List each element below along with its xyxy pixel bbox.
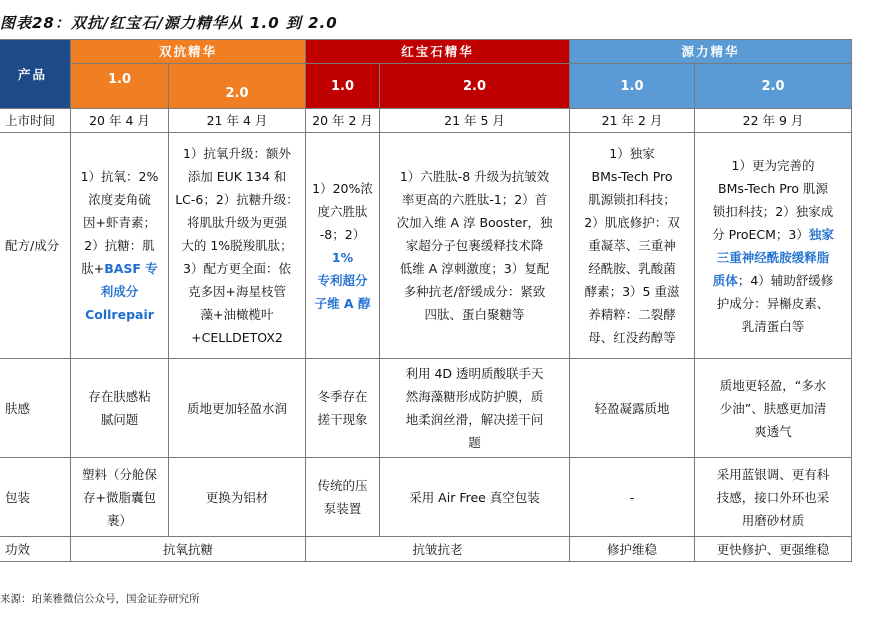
table-cell: 存在肤感粘 腻问题 [71, 359, 169, 458]
table-cell: 1）更为完善的 BMs-Tech Pro 肌源 锁扣科技；2）独家成 分 ProECM；3）独家 三重神经酰胺缓释脂 质体；4）辅助舒缓修 护成分：异槲皮素、 乳清蛋白等 [695, 133, 852, 359]
table-cell: 质地更加轻盈水润 [169, 359, 306, 458]
table-cell: 1）抗氧：2% 浓度麦角硫 因+虾青素； 2）抗糖：肌 肽+BASF 专 利成分 Collrepair [71, 133, 169, 359]
row-label: 功效 [0, 537, 71, 562]
row-label: 上市时间 [0, 109, 71, 133]
comparison-table [0, 39, 852, 562]
table-cell: 抗氧抗糖 [71, 537, 306, 562]
figure-title: 图表28：双抗/红宝石/源力精华从 1.0 到 2.0 [0, 14, 338, 32]
table-cell: 21 年 5 月 [380, 109, 570, 133]
table-cell: 冬季存在 搓干现象 [306, 359, 380, 458]
table-cell: 塑料（分舱保 存+微脂囊包 裹） [71, 458, 169, 537]
version-header: 1.0 [306, 64, 380, 109]
table-cell: 1）六胜肽-8 升级为抗皱效 率更高的六胜肽-1；2）首 次加入维 A 淳 Booster，独 家超分子包裹缓释技术降 低维 A 淳刺激度；3）复配 多种抗老/舒缓成分：紧致 四肽、蛋白聚糖等 [380, 133, 570, 359]
table-cell: 修护维稳 [570, 537, 695, 562]
group-header-hongbaoshi: 红宝石精华 [306, 40, 570, 64]
table-cell: 22 年 9 月 [695, 109, 852, 133]
row-label: 配方/成分 [0, 133, 71, 359]
version-header: 2.0 [169, 64, 306, 109]
table-cell: 1）抗氧升级：额外 添加 EUK 134 和 LC-6；2）抗糖升级： 将肌肽升级为更强 大的 1%脱羧肌肽； 3）配方更全面：依 克多因+海星枝管 藻+油橄榄叶 +CELLDETOX2 [169, 133, 306, 359]
version-header: 1.0 [570, 64, 695, 109]
table-cell: 更快修护、更强维稳 [695, 537, 852, 562]
table-cell: 质地更轻盈，“多水 少油”、肤感更加清 爽透气 [695, 359, 852, 458]
table-cell: 轻盈凝露质地 [570, 359, 695, 458]
table-cell: 1）独家 BMs-Tech Pro 肌源锁扣科技； 2）肌底修护：双 重凝萃、三重神 经酰胺、乳酸菌 酵素；3）5 重滋 养精粹：二裂酵 母、红没药醇等 [570, 133, 695, 359]
table-cell: 抗皱抗老 [306, 537, 570, 562]
version-header: 2.0 [380, 64, 570, 109]
table-row [0, 458, 852, 537]
row-label: 肤感 [0, 359, 71, 458]
table-cell: 利用 4D 透明质酸联手天 然海藻糖形成防护膜，质 地柔润丝滑，解决搓干问 题 [380, 359, 570, 458]
row-label: 包装 [0, 458, 71, 537]
table-cell: 更换为铝材 [169, 458, 306, 537]
source-note: 来源：珀莱雅微信公众号，国金证券研究所 [0, 593, 200, 605]
version-header: 2.0 [695, 64, 852, 109]
table-cell: 1）20%浓 度六胜肽 -8；2）1% 专利超分 子维 A 醇 [306, 133, 380, 359]
group-header-yuanli: 源力精华 [570, 40, 852, 64]
table-row [0, 537, 852, 562]
table-row [0, 133, 852, 359]
table-cell: 采用 Air Free 真空包装 [380, 458, 570, 537]
table-cell: 传统的压 泵装置 [306, 458, 380, 537]
table-row [0, 109, 852, 133]
table-cell: 采用蓝银调、更有科 技感，接口外环也采 用磨砂材质 [695, 458, 852, 537]
table-cell: 21 年 4 月 [169, 109, 306, 133]
group-header-shuangkang: 双抗精华 [71, 40, 306, 64]
table-row [0, 359, 852, 458]
table-cell: - [570, 458, 695, 537]
table-cell: 21 年 2 月 [570, 109, 695, 133]
table-cell: 20 年 4 月 [71, 109, 169, 133]
table-cell: 20 年 2 月 [306, 109, 380, 133]
version-header: 1.0 [71, 64, 169, 109]
product-header: 产品 [0, 40, 71, 109]
